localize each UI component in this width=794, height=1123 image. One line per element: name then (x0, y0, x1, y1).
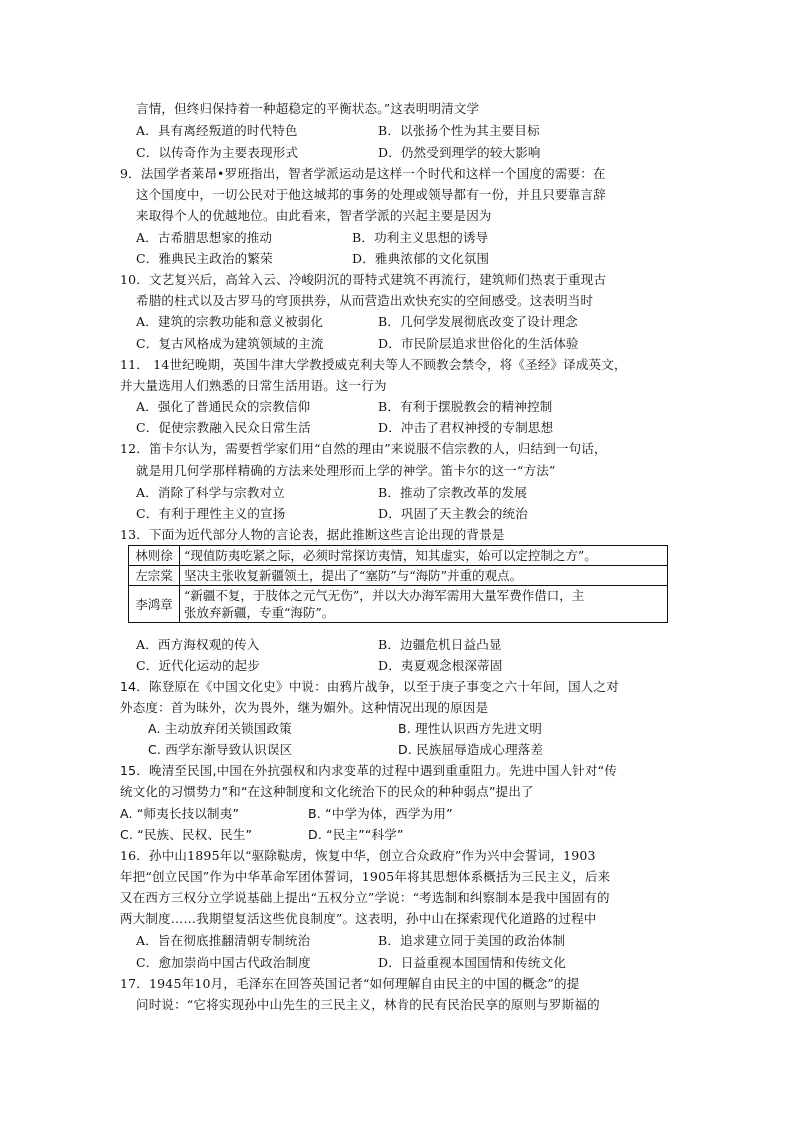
q11-line-1: 11． 14世纪晚期，英国牛津大学教授威克利夫等人不顾教会禁令，将《圣经》译成英文， (120, 357, 627, 372)
q12-line-1: 12．笛卡尔认为，需要哲学家们用“自然的理由”来说服不信宗教的人，归结到一句话， (120, 441, 607, 456)
q13-option-b[interactable]: B．边疆危机日益凸显 (378, 637, 502, 652)
q11-line-2: 并大量选用人们熟悉的日常生活用语。这一行为 (120, 378, 387, 393)
q13-option-d[interactable]: D．夷夏观念根深蒂固 (378, 658, 503, 673)
table-cell-person: 林则徐 (129, 546, 180, 566)
q10-line-2: 希腊的柱式以及古罗马的穹顶拱券，从而营造出欢快充实的空间感受。这表明当时 (136, 293, 594, 308)
quote-line-1: “新疆不复，于肢体之元气无伤”，并以大办海军需用大量军费作借口，主 (184, 588, 585, 603)
q8-option-d[interactable]: D．仍然受到理学的较大影响 (378, 145, 541, 160)
q9-line-3: 来取得个人的优越地位。由此看来，智者学派的兴起主要是因为 (136, 208, 492, 223)
quotes-table (128, 545, 668, 623)
q16-option-c[interactable]: C．愈加崇尚中国古代政治制度 (136, 955, 311, 970)
q13-line-1: 13．下面为近代部分人物的言论表，据此推断这些言论出现的背景是 (120, 527, 505, 542)
q8-option-c[interactable]: C．以传奇作为主要表现形式 (136, 145, 299, 160)
table-row (129, 546, 668, 566)
q11-option-b[interactable]: B．有利于摆脱教会的精神控制 (378, 399, 553, 414)
q11-option-a[interactable]: A．强化了普通民众的宗教信仰 (136, 399, 311, 414)
table-cell-person: 左宗棠 (129, 566, 180, 586)
q9-option-c[interactable]: C．雅典民主政治的繁荣 (136, 251, 273, 266)
q8-line-cont: 言情，但终归保持着一种超稳定的平衡状态。”这表明明清文学 (136, 101, 480, 116)
q13-option-a[interactable]: A．西方海权观的传入 (136, 637, 260, 652)
q10-option-d[interactable]: D．市民阶层追求世俗化的生活体验 (378, 336, 579, 351)
table-row (129, 566, 668, 586)
q16-option-b[interactable]: B．追求建立同于美国的政治体制 (378, 933, 566, 948)
q16-line-4: 两大制度……我期望复活这些优良制度”。这表明，孙中山在探索现代化道路的过程中 (120, 911, 597, 926)
q10-option-c[interactable]: C．复古风格成为建筑领域的主流 (136, 336, 324, 351)
table-row (129, 586, 668, 623)
q15-line-2: 统文化的习惯势力”和“在这种制度和文化统治下的民众的种种弱点”提出了 (120, 784, 534, 799)
q12-option-d[interactable]: D．巩固了天主教会的统治 (378, 506, 528, 521)
quote-line-2: 张放弃新疆，专重“海防”。 (184, 605, 335, 620)
q16-line-3: 又在西方三权分立学说基础上提出“五权分立”学说：“考选制和纠察制本是我中国固有的 (120, 890, 610, 905)
q9-option-a[interactable]: A．古希腊思想家的推动 (136, 230, 273, 245)
q15-option-d[interactable]: D. “民主”“科学” (308, 827, 404, 842)
q14-line-1: 14．陈登原在《中国文化史》中说：由鸦片战争，以至于庚子事变之六十年间，国人之对 (120, 679, 619, 694)
q11-option-c[interactable]: C．促使宗教融入民众日常生活 (136, 420, 311, 435)
q14-option-b[interactable]: B. 理性认识西方先进文明 (398, 721, 543, 736)
q12-option-a[interactable]: A．消除了科学与宗教对立 (136, 485, 285, 500)
table-cell-quote: 坚决主张收复新疆领土，提出了“塞防”与“海防”并重的观点。 (180, 566, 668, 586)
table-cell-person: 李鸿章 (129, 586, 180, 623)
q9-option-d[interactable]: D．雅典浓郁的文化氛围 (352, 251, 490, 266)
table-cell-quote (180, 586, 668, 623)
q17-line-2: 问时说：“它将实现孙中山先生的三民主义，林肯的民有民治民享的原则与罗斯福的 (136, 997, 600, 1012)
q11-option-d[interactable]: D．冲击了君权神授的专制思想 (378, 420, 554, 435)
q15-option-c[interactable]: C. “民族、民权、民生” (120, 827, 253, 842)
q14-line-2: 外态度：首为昧外，次为畏外，继为媚外。这种情况出现的原因是 (120, 700, 489, 715)
q12-line-2: 就是用几何学那样精确的方法来处理形而上学的神学。笛卡尔的这一“方法” (136, 463, 556, 478)
q14-option-a[interactable]: A. 主动放弃闭关锁国政策 (148, 721, 292, 736)
q16-line-2: 年把“创立民国”作为中华革命军团体誓词，1905年将其思想体系概括为三民主义，后来 (120, 869, 611, 884)
q16-option-d[interactable]: D．日益重视本国国情和传统文化 (378, 955, 567, 970)
q14-option-d[interactable]: D. 民族屈辱造成心理落差 (398, 742, 544, 757)
q10-option-a[interactable]: A．建筑的宗教功能和意义被弱化 (136, 314, 324, 329)
q10-line-1: 10．文艺复兴后，高耸入云、冷峻阴沉的哥特式建筑不再流行，建筑师们热衷于重现古 (120, 272, 607, 287)
q10-option-b[interactable]: B．几何学发展彻底改变了设计理念 (378, 314, 578, 329)
q12-option-c[interactable]: C．有利于理性主义的宣扬 (136, 506, 286, 521)
q17-line-1: 17．1945年10月，毛泽东在回答英国记者“如何理解自由民主的中国的概念”的提 (120, 976, 580, 991)
q16-line-1: 16．孙中山1895年以“驱除鞑虏，恢复中华，创立合众政府”作为兴中会誓词，1903 (120, 848, 596, 863)
q8-option-a[interactable]: A．具有离经叛道的时代特色 (136, 123, 298, 138)
q14-option-c[interactable]: C. 西学东渐导致认识误区 (148, 742, 293, 757)
q16-option-a[interactable]: A．旨在彻底推翻清朝专制统治 (136, 933, 311, 948)
q9-line-1: 9．法国学者莱昂•罗班指出，智者学派运动是这样一个时代和这样一个国度的需要：在 (120, 166, 606, 181)
q15-line-1: 15．晚清至民国,中国在外抗强权和内求变革的过程中遇到重重阻力。先进中国人针对“传 (120, 763, 618, 778)
q15-option-a[interactable]: A. “师夷长技以制夷” (120, 806, 240, 821)
q13-option-c[interactable]: C．近代化运动的起步 (136, 658, 261, 673)
q9-option-b[interactable]: B．功利主义思想的诱导 (352, 230, 489, 245)
table-cell-quote: “现值防夷吃紧之际，必须时常探访夷情，知其虚实，始可以定控制之方”。 (180, 546, 668, 566)
q12-option-b[interactable]: B．推动了宗教改革的发展 (378, 485, 528, 500)
q8-option-b[interactable]: B．以张扬个性为其主要目标 (378, 123, 540, 138)
q15-option-b[interactable]: B. “中学为体，西学为用” (308, 806, 453, 821)
q9-line-2: 这个国度中，一切公民对于他这城邦的事务的处理或领导都有一份，并且只要靠言辞 (136, 187, 606, 202)
